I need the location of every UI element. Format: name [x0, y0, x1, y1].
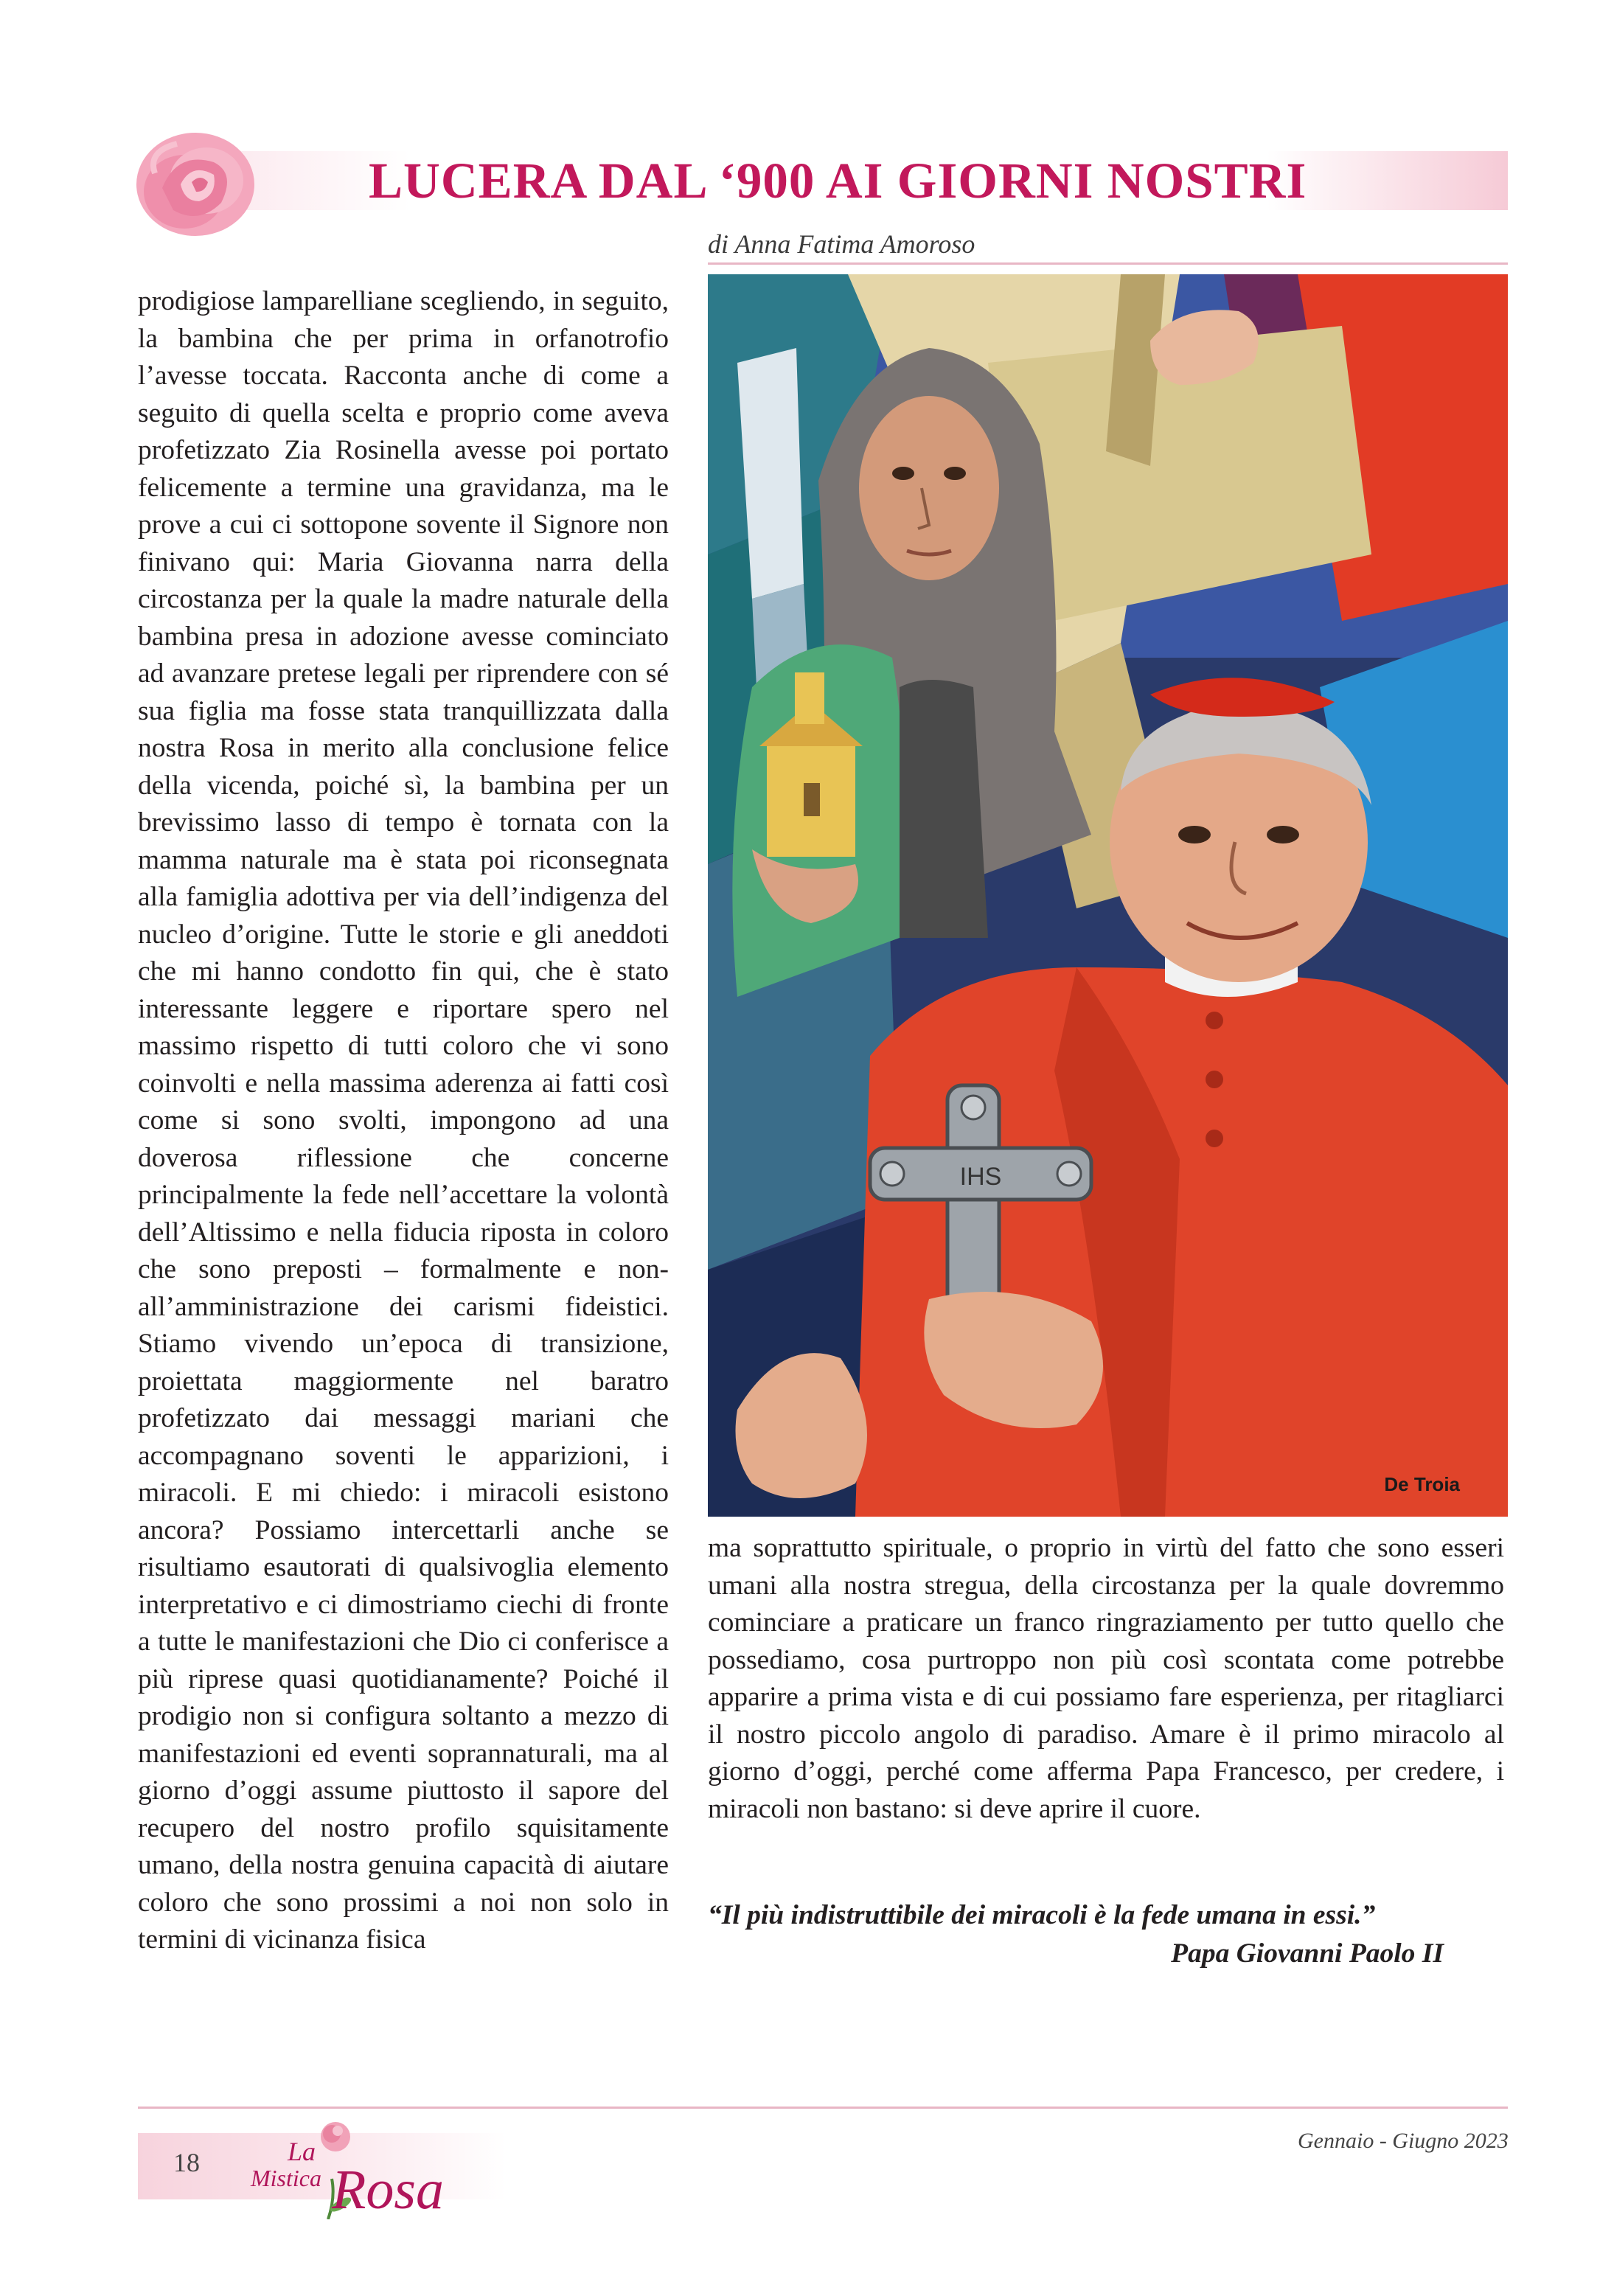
article-title: LUCERA DAL ‘900 AI GIORNI NOSTRI — [369, 153, 1307, 209]
page-number: 18 — [173, 2148, 200, 2177]
rose-icon — [133, 122, 258, 240]
article-left-column — [138, 283, 669, 1959]
magazine-logo — [199, 2109, 509, 2219]
issue-date: Gennaio - Giugno 2023 — [1298, 2129, 1509, 2153]
painting-image — [708, 274, 1508, 1517]
quote-author: Papa Giovanni Paolo II — [1171, 1938, 1444, 1969]
author-byline: di Anna Fatima Amoroso — [708, 229, 975, 259]
article-paragraph: prodigiose lamparelliane scegliendo, in seguito, la bambina che per prima in orfanotrofio l’avesse toccata. Racconta anche di come a seguito di quella scelta e proprio come aveva profetizzato Zia Rosinella avesse poi portato felicemente a termine una gravidanza, ma le prove a cui ci sottopone sovente il Signore non finivano qui: Maria Giovanna narra della circostanza per la quale la madre naturale della bambina presa in adozione avesse cominciato ad avanzare pretese legali per riprendere con sé sua figlia ma fosse stata tranquillizzata dalla nostra Rosa in merito alla conclusione felice della vicenda, poiché sì, la bambina per un brevissimo lasso di tempo è tornata con la mamma naturale ma è stata poi riconsegnata alla famiglia adottiva per via dell’indigenza del nucleo d’origine. Tutte le storie e gli aneddoti che mi hanno condotto fin qui, che è stato interessante leggere e riportare spero nel massimo rispetto di tutti coloro che vi sono coinvolti e nella massima aderenza ai fatti così come si sono svolti, impongono ad una doverosa riflessione che concerne principalmente la fede nell’accettare la volontà dell’Altissimo e nella fiducia riposta in coloro che sono preposti – formalmente e non- all’amministrazione dei carismi fideistici. Stiamo vivendo un’epoca di transizione, proiettata maggiormente nel baratro profetizzato dai messaggi mariani che accompagnano soventi le apparizioni, i miracoli. E mi chiedo: i miracoli esistono ancora? Possiamo intercettarli anche se risultiamo esautorati di qualsivoglia elemento interpretativo e ci dimostriamo ciechi di fronte a tutte le manifestazioni che Dio ci conferisce a più riprese quasi quotidianamente? Poiché il prodigio non si configura soltanto a mezzo di manifestazioni ed eventi soprannaturali, ma al giorno d’oggi assume piuttosto il sapore del recupero del nostro profilo squisitamente umano, della nostra genuina capacità di aiutare coloro che sono prossimi a noi non solo in termini di vicinanza fisica — [138, 286, 669, 1955]
article-right-column — [708, 1530, 1504, 1828]
header-divider — [708, 262, 1508, 265]
article-paragraph: ma soprattutto spirituale, o proprio in virtù del fatto che sono esseri umani alla nostra stregua, della circostanza per la quale dovremmo cominciare a praticare un franco ringraziamento per tutto quello che possediamo, cosa purtroppo non più così scontata come potrebbe apparire a prima vista e di cui possiamo fare esperienza, per ritagliarci il nostro piccolo angolo di paradiso. Amare è il primo miracolo al giorno d’oggi, perché come afferma Papa Francesco, per credere, i miracoli non bastano: si deve aprire il cuore. — [708, 1533, 1504, 1824]
logo-rosa: Rosa — [332, 2159, 444, 2219]
cross-inscription: IHS — [959, 1163, 1002, 1191]
logo-mistica: Mistica — [251, 2165, 321, 2191]
closing-quote — [708, 1896, 1512, 1973]
logo-la: La — [288, 2137, 316, 2166]
quote-text: “Il più indistruttibile dei miracoli è la fede umana in essi.” — [708, 1900, 1376, 1930]
painting-signature: De Troia — [1384, 1473, 1460, 1495]
